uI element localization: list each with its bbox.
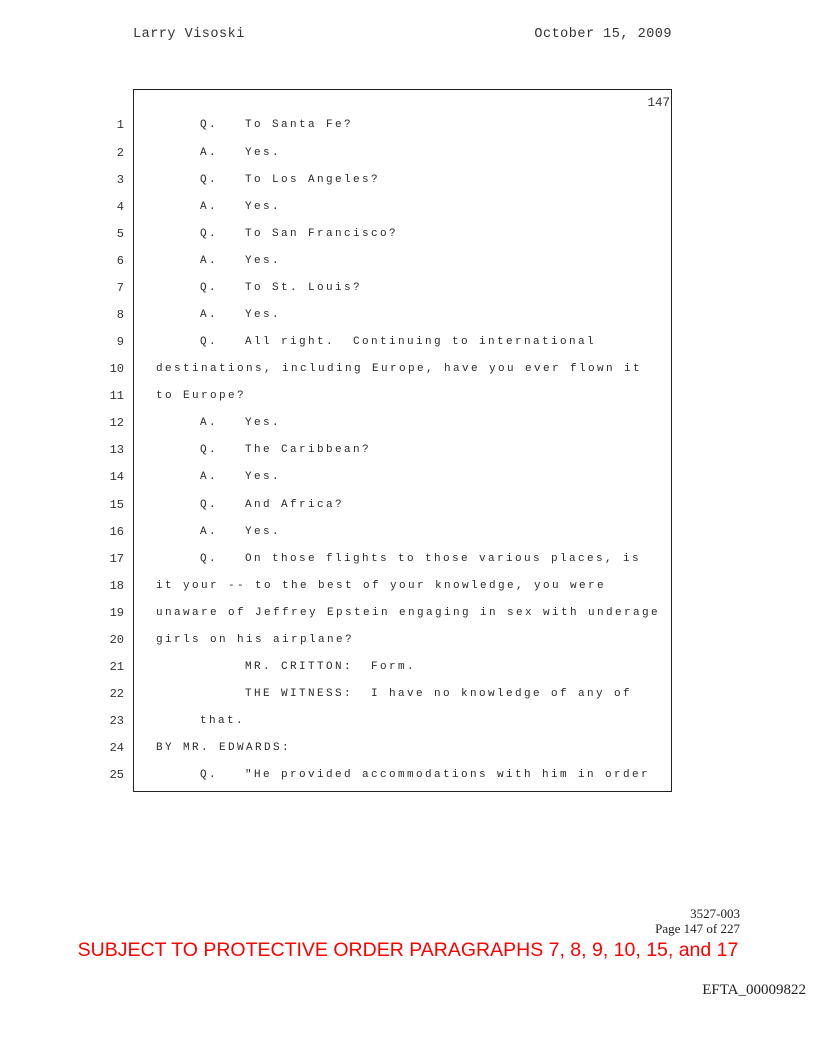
line-number: 1 — [116, 118, 124, 133]
transcript-line — [0, 275, 816, 302]
bates-number: 3527-003 — [690, 906, 740, 921]
line-number: 20 — [109, 632, 124, 647]
speaker-label: A. — [200, 525, 219, 538]
transcript-line — [0, 410, 816, 437]
deposition-date: October 15, 2009 — [534, 27, 672, 42]
line-text: it your -- to the best of your knowledge, you were — [156, 579, 607, 592]
transcript-line — [0, 708, 816, 735]
speaker-label: Q. — [200, 281, 219, 294]
examiner-heading: BY MR. EDWARDS: — [156, 742, 292, 755]
speaker-label: Q. — [200, 444, 219, 457]
transcript-line — [0, 437, 816, 464]
line-number: 19 — [109, 605, 124, 620]
transcript-page-number: 147 — [647, 96, 670, 110]
transcript-line — [0, 140, 816, 167]
transcript-line — [0, 519, 816, 546]
witness-name: Larry Visoski — [133, 27, 245, 42]
line-number: 2 — [116, 145, 124, 160]
line-text: Yes. — [245, 417, 282, 430]
line-number: 24 — [109, 741, 124, 756]
speaker-label: Q. — [200, 173, 219, 186]
line-text: Yes. — [245, 200, 282, 213]
transcript-line — [0, 600, 816, 627]
page-of-total: Page 147 of 227 — [655, 921, 740, 936]
transcript-line — [0, 112, 816, 139]
line-number: 9 — [116, 335, 124, 350]
speaker-label: A. — [200, 417, 219, 430]
transcript-line — [0, 329, 816, 356]
transcript-line — [0, 735, 816, 762]
line-number: 25 — [109, 768, 124, 783]
line-number: 7 — [116, 280, 124, 295]
line-number: 15 — [109, 497, 124, 512]
transcript-line — [0, 383, 816, 410]
colloquy-text: THE WITNESS: I have no knowledge of any of — [245, 688, 633, 701]
speaker-label: Q. — [200, 769, 219, 782]
line-text: to Europe? — [156, 390, 247, 403]
transcript-line — [0, 167, 816, 194]
line-text: "He provided accommodations with him in order — [245, 769, 651, 782]
transcript-lines — [0, 112, 816, 789]
line-text: Yes. — [245, 309, 282, 321]
line-number: 6 — [116, 253, 124, 268]
line-number: 22 — [109, 687, 124, 702]
speaker-label: Q. — [200, 552, 219, 565]
line-text: destinations, including Europe, have you ever flown it — [156, 363, 643, 376]
line-text: girls on his airplane? — [156, 633, 355, 646]
line-text: unaware of Jeffrey Epstein engaging in sex with underage — [156, 606, 661, 619]
speaker-label: A. — [200, 200, 219, 213]
line-number: 3 — [116, 172, 124, 187]
line-number: 8 — [116, 308, 124, 322]
transcript-line — [0, 221, 816, 248]
speaker-label: A. — [200, 146, 219, 159]
efta-document-id: EFTA_00009822 — [702, 982, 806, 998]
line-text: To San Francisco? — [245, 227, 399, 240]
line-text: On those flights to those various places, is — [245, 552, 642, 565]
line-text: To Santa Fe? — [245, 119, 354, 132]
line-number: 11 — [109, 389, 124, 404]
transcript-line — [0, 654, 816, 681]
speaker-label: A. — [200, 309, 219, 321]
line-text: To St. Louis? — [245, 281, 363, 294]
transcript-line — [0, 627, 816, 654]
line-text: The Caribbean? — [245, 444, 372, 457]
transcript-line — [0, 464, 816, 491]
transcript-line — [0, 194, 816, 221]
transcript-line — [0, 546, 816, 573]
line-number: 10 — [109, 362, 124, 377]
line-number: 18 — [109, 578, 124, 593]
line-text: Yes. — [245, 254, 282, 267]
transcript-line — [0, 492, 816, 519]
line-number: 16 — [109, 524, 124, 539]
transcript-line — [0, 248, 816, 275]
transcript-line — [0, 762, 816, 789]
line-number: 14 — [109, 470, 124, 485]
speaker-label: Q. — [200, 119, 219, 132]
transcript-line — [0, 681, 816, 708]
transcript-line — [0, 356, 816, 383]
line-text: Yes. — [245, 471, 282, 484]
line-text: Yes. — [245, 525, 282, 538]
line-number: 21 — [109, 660, 124, 675]
colloquy-text: MR. CRITTON: Form. — [245, 661, 417, 674]
speaker-label: Q. — [200, 227, 219, 240]
line-text: To Los Angeles? — [245, 173, 381, 186]
line-number: 4 — [116, 199, 124, 214]
speaker-label: A. — [200, 471, 219, 484]
line-number: 17 — [109, 551, 124, 566]
transcript-line — [0, 573, 816, 600]
speaker-label: Q. — [200, 336, 219, 349]
line-text: that. — [200, 715, 246, 728]
line-number: 13 — [109, 443, 124, 458]
line-number: 23 — [109, 714, 124, 729]
protective-order-notice: SUBJECT TO PROTECTIVE ORDER PARAGRAPHS 7, 8, 9, 10, 15, and 17 — [77, 939, 739, 961]
speaker-label: A. — [200, 254, 219, 267]
line-number: 12 — [109, 416, 124, 431]
line-number: 5 — [116, 226, 124, 241]
line-text: All right. Continuing to international — [245, 336, 597, 349]
line-text: And Africa? — [245, 498, 345, 511]
transcript-line — [0, 302, 816, 329]
speaker-label: Q. — [200, 498, 219, 511]
line-text: Yes. — [245, 146, 282, 159]
